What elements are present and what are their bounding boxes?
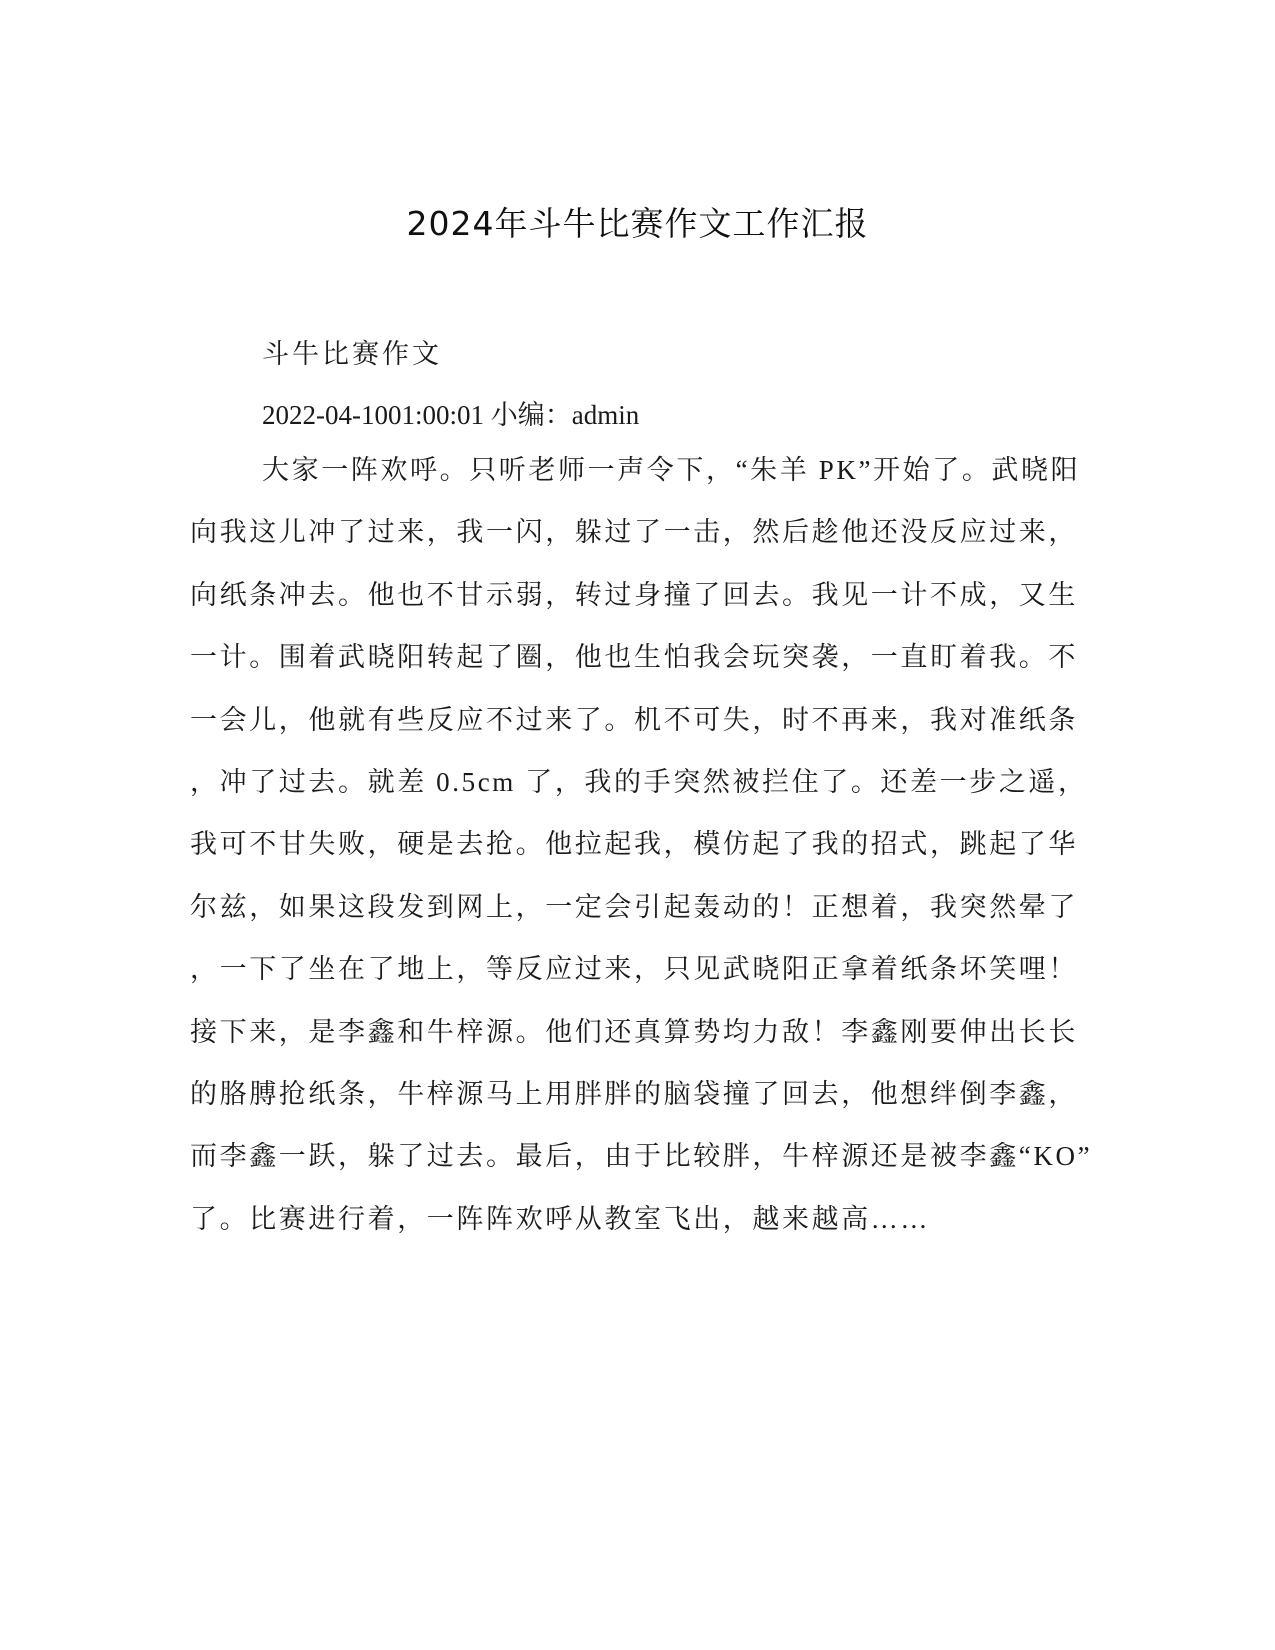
body-line: 接下来，是李鑫和牛梓源。他们还真算势均力敌！李鑫刚要伸出长长	[190, 1016, 1078, 1047]
essay-body	[190, 448, 1093, 1259]
body-line: ，冲了过去。就差 0.5cm 了，我的手突然被拦住了。还差一步之遥，	[190, 766, 1088, 797]
body-line: 向我这儿冲了过来，我一闪，躲过了一击，然后趁他还没反应过来，	[190, 517, 1078, 548]
document-title: 2024年斗牛比赛作文工作汇报	[406, 204, 869, 243]
body-line: 一计。围着武晓阳转起了圈，他也生怕我会玩突袭，一直盯着我。不	[190, 642, 1078, 673]
body-line: ，一下了坐在了地上，等反应过来，只见武晓阳正拿着纸条坏笑哩！	[190, 954, 1078, 985]
body-line: 的胳膊抢纸条，牛梓源马上用胖胖的脑袋撞了回去，他想绊倒李鑫，	[190, 1078, 1078, 1109]
post-meta: 2022-04-1001:00:01 小编：admin	[262, 400, 640, 430]
body-line: 一会儿，他就有些反应不过来了。机不可失，时不再来，我对准纸条	[190, 704, 1078, 735]
body-line: 而李鑫一跃，躲了过去。最后，由于比较胖，牛梓源还是被李鑫“KO”	[190, 1141, 1093, 1172]
body-line: 向纸条冲去。他也不甘示弱，转过身撞了回去。我见一计不成，又生	[190, 579, 1078, 610]
body-line: 我可不甘失败，硬是去抢。他拉起我，模仿起了我的招式，跳起了华	[190, 829, 1078, 860]
body-line: 大家一阵欢呼。只听老师一声令下，“朱羊 PK”开始了。武晓阳	[262, 455, 1081, 485]
body-line: 了。比赛进行着，一阵阵欢呼从教室飞出，越来越高……	[190, 1203, 930, 1234]
body-line: 尔兹，如果这段发到网上，一定会引起轰动的！正想着，我突然晕了	[190, 891, 1078, 922]
essay-subtitle: 斗牛比赛作文	[262, 339, 442, 369]
